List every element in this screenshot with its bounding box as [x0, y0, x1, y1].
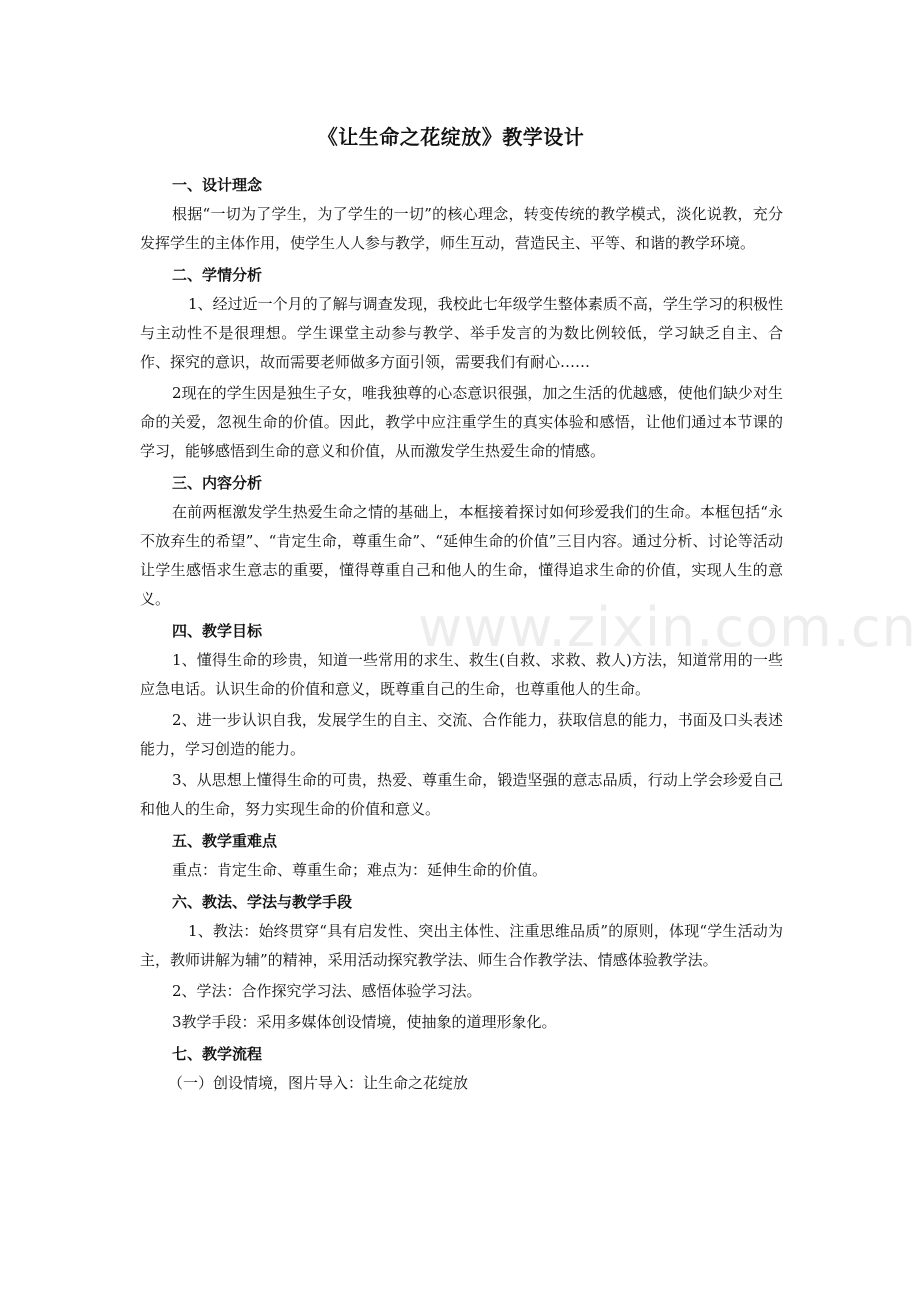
- document-body: [140, 170, 783, 1100]
- section-heading-content-analysis: 三、内容分析: [172, 474, 263, 492]
- section-heading-teaching-process: 七、教学流程: [172, 1045, 263, 1063]
- section-heading-teaching-goals: 四、教学目标: [172, 622, 263, 640]
- paragraph-learning-method: 2、学法：合作探究学习法、感悟体验学习法。: [172, 982, 482, 1000]
- document-title: 《让生命之花绽放》教学设计: [317, 125, 585, 149]
- paragraph-teaching-method: 1、教法：始终贯穿“具有启发性、突出主体性、注重思维品质”的原则，体现“学生活动为主，教师讲解为辅”的精神，采用活动探究教学法、师生合作教学法、情感体验教学法。: [140, 922, 783, 969]
- paragraph-teaching-goal-1: 1、懂得生命的珍贵，知道一些常用的求生、救生(自救、求救、救人)方法，知道常用的一些应急电话。认识生命的价值和意义，既尊重自己的生命，也尊重他人的生命。: [140, 651, 783, 698]
- paragraph-teaching-goal-3: 3、从思想上懂得生命的可贵，热爱、尊重生命，锻造坚强的意志品质，行动上学会珍爱自己和他人的生命，努力实现生命的价值和意义。: [140, 771, 783, 818]
- paragraph-key-points: 重点：肯定生命、尊重生命；难点为：延伸生命的价值。: [172, 861, 548, 879]
- section-heading-key-points: 五、教学重难点: [172, 832, 278, 850]
- paragraph-content-analysis: 在前两框激发学生热爱生命之情的基础上，本框接着探讨如何珍爱我们的生命。本框包括“永不放弃生的希望”、“肯定生命，尊重生命”、“延伸生命的价值”三目内容。通过分析、讨论等活动让学生感悟求生意志的重要，懂得尊重自己和他人的生命，懂得追求生命的价值，实现人生的意义。: [140, 503, 783, 608]
- paragraph-design-concept: 根据“一切为了学生，为了学生的一切”的核心理念，转变传统的教学模式，淡化说教，充分发挥学生的主体作用，使学生人人参与教学，师生互动，营造民主、平等、和谐的教学环境。: [140, 205, 783, 252]
- paragraph-student-analysis-2: 2现在的学生因是独生子女，唯我独尊的心态意识很强，加之生活的优越感，使他们缺少对生命的关爱，忽视生命的价值。因此，教学中应注重学生的真实体验和感悟，让他们通过本节课的学习，能够感悟到生命的意义和价值，从而激发学生热爱生命的情感。: [140, 384, 783, 460]
- section-heading-design-concept: 一、设计理念: [172, 176, 263, 194]
- paragraph-teaching-goal-2: 2、进一步认识自我，发展学生的自主、交流、合作能力，获取信息的能力，书面及口头表述能力，学习创造的能力。: [140, 711, 783, 758]
- paragraph-student-analysis-1: 1、经过近一个月的了解与调查发现，我校此七年级学生整体素质不高，学生学习的积极性与主动性不是很理想。学生课堂主动参与教学、举手发言的为数比例较低，学习缺乏自主、合作、探究的意识，故而需要老师做多方面引领，需要我们有耐心……: [140, 295, 783, 371]
- section-heading-student-analysis: 二、学情分析: [172, 266, 263, 284]
- watermark: www.zixin.com.cn: [418, 596, 917, 659]
- paragraph-teaching-process-1: （一）创设情境，图片导入：让生命之花绽放: [168, 1074, 469, 1092]
- section-heading-methods: 六、教法、学法与教学手段: [172, 893, 353, 911]
- paragraph-teaching-means: 3教学手段：采用多媒体创设情境，使抽象的道理形象化。: [172, 1013, 557, 1031]
